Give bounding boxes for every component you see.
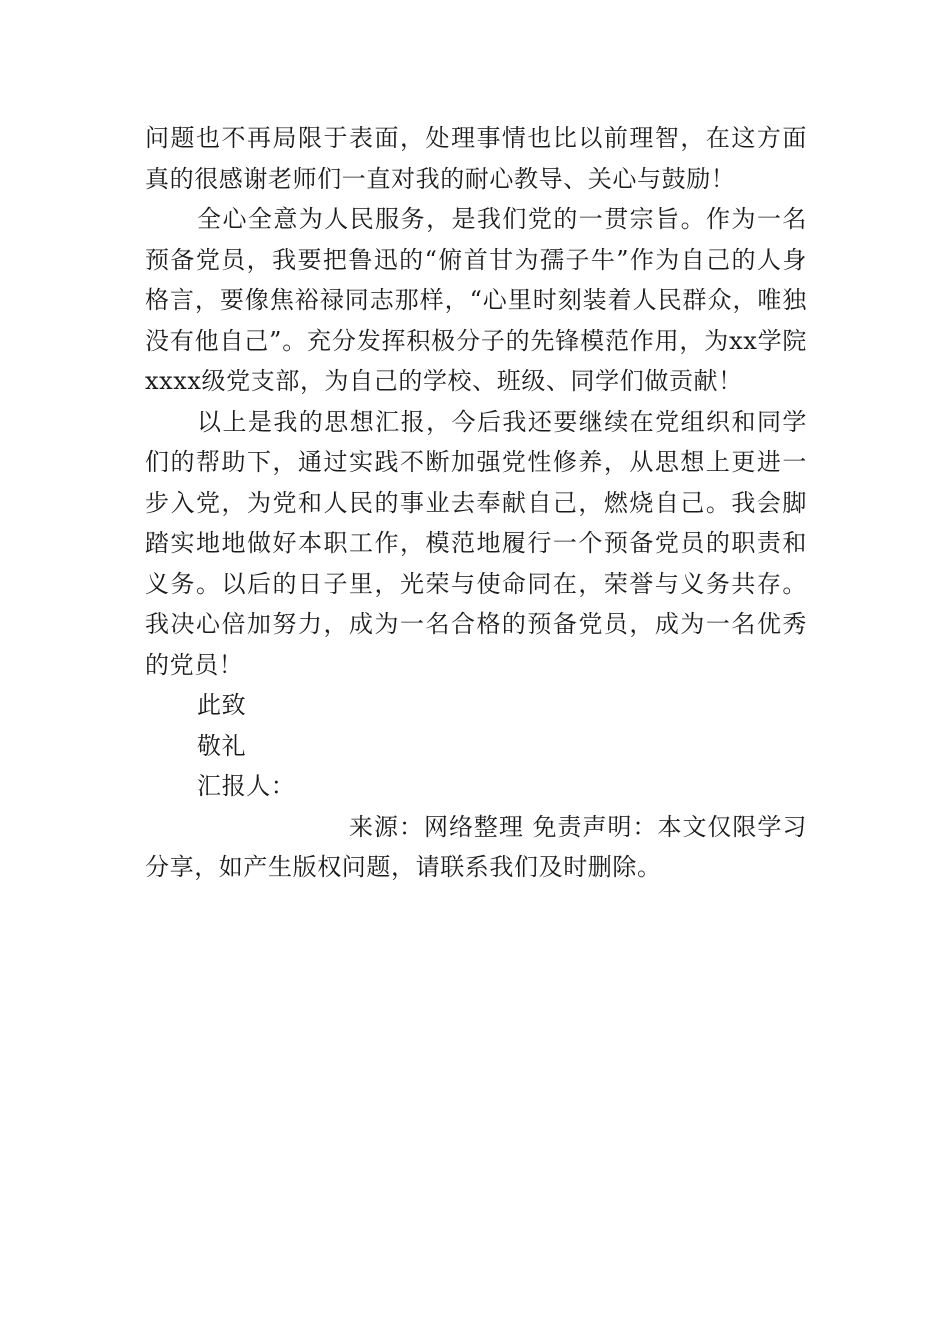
reporter-label: 汇报人：: [197, 772, 296, 800]
closing-salutation: 此致: [197, 691, 247, 719]
closing-regards: 敬礼: [197, 731, 247, 760]
paragraph-continuation: 问题也不再局限于表面，处理事情也比以前理智，在这方面真的很感谢老师们一直对我的耐心教导、关心与鼓励！: [145, 124, 807, 193]
paragraph-service: 全心全意为人民服务，是我们党的一贯宗旨。作为一名预备党员，我要把鲁迅的“俯首甘为孺子牛”作为自己的人身格言，要像焦裕禄同志那样，“心里时刻装着人民群众，唯独没有他自己”。充分发挥积极分子的先锋模范作用，为xx学院xxxx级党支部，为自己的学校、班级、同学们做贡献！: [145, 205, 807, 395]
paragraph-summary: 以上是我的思想汇报，今后我还要继续在党组织和同学们的帮助下，通过实践不断加强党性修养，从思想上更进一步入党，为党和人民的事业去奉献自己，燃烧自己。我会脚踏实地地做好本职工作，模范地履行一个预备党员的职责和义务。以后的日子里，光荣与使命同在，荣誉与义务共存。我决心倍加努力，成为一名合格的预备党员，成为一名优秀的党员！: [145, 407, 807, 679]
source-disclaimer: 来源：网络整理 免责声明：本文仅限学习分享，如产生版权问题，请联系我们及时删除。: [145, 812, 807, 881]
document-page: [145, 118, 807, 888]
